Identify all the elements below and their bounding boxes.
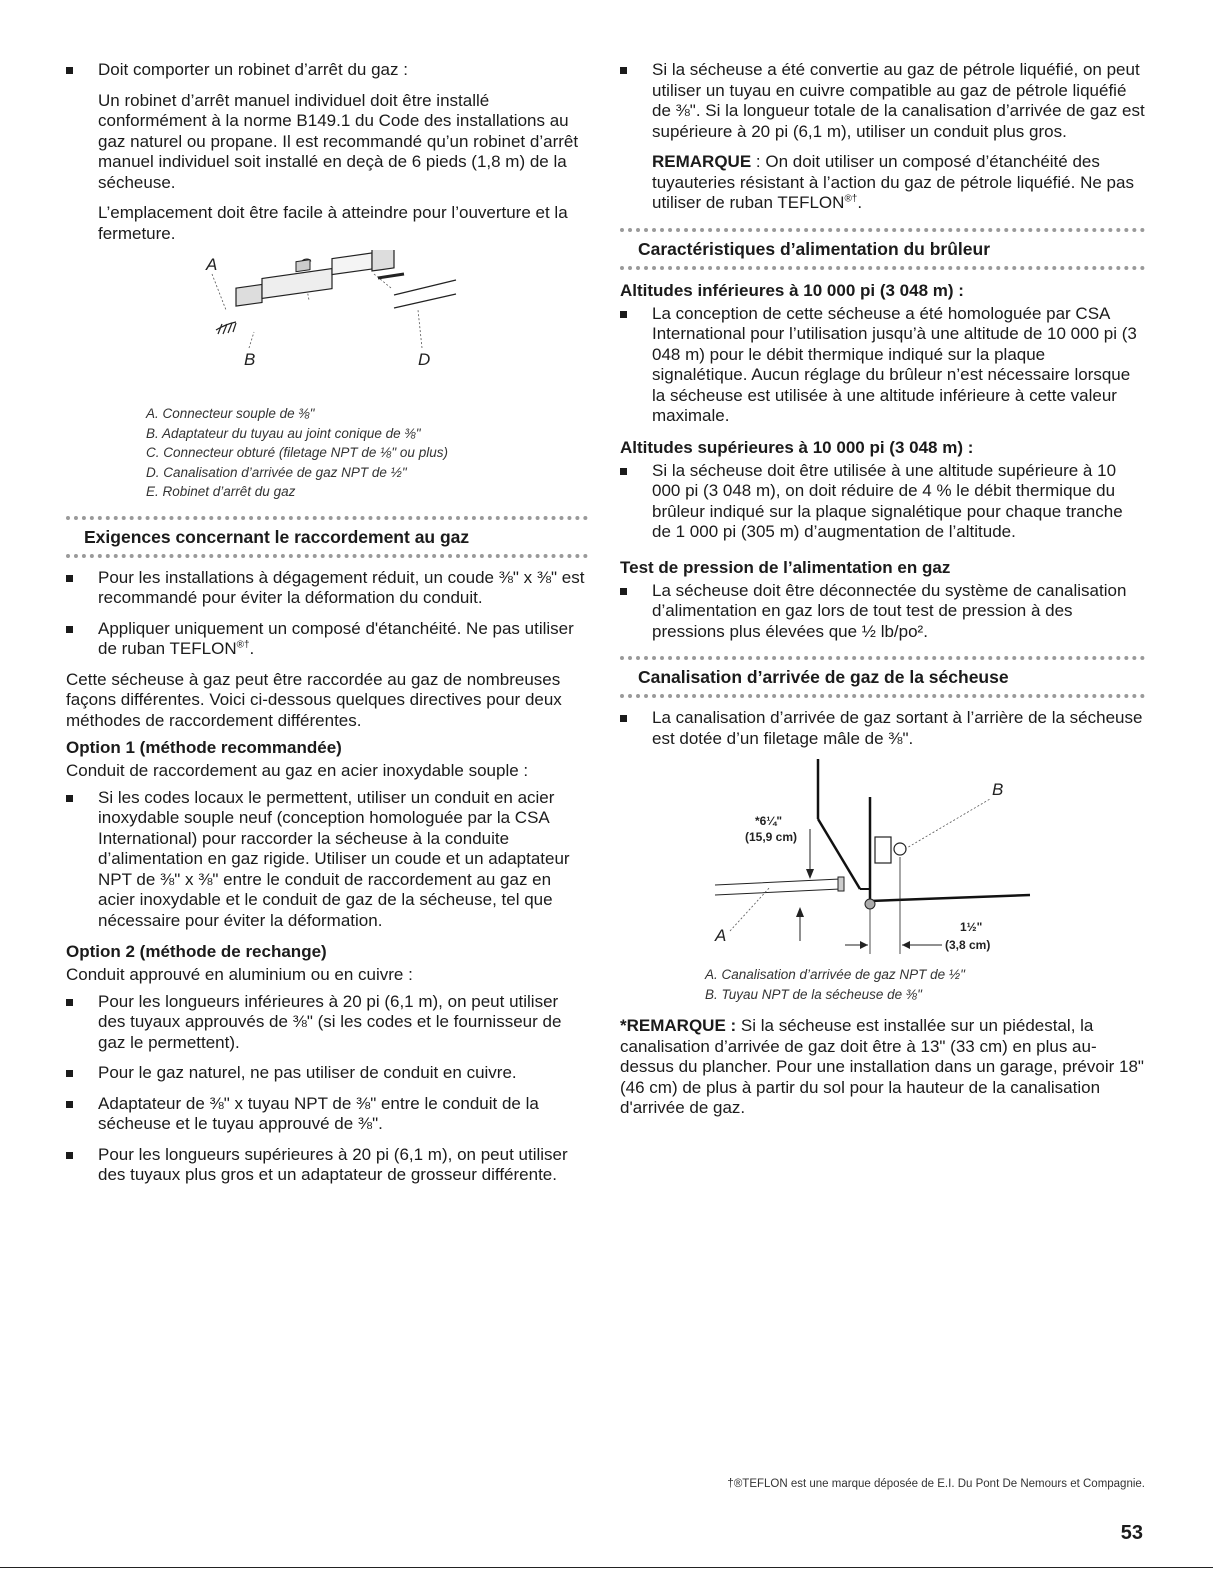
connector-diagram xyxy=(66,250,588,400)
bullet-long-lengths: Pour les longueurs supérieures à 20 pi (6,1 m), on peut utiliser des tuyaux plus gros et un adaptateur de grosseur différente. xyxy=(66,1145,588,1186)
paragraph-valve-requirement: Un robinet d’arrêt manuel individuel doit être installé conformément à la norme B149.1 du Code des installations au gaz naturel ou propane. Il est recommandé qu’un robinet d’arrêt manuel individuel soit installé en deçà de 6 pieds (1,8 m) de la sécheuse. xyxy=(98,90,579,192)
paragraph-stainless-connector: Conduit de raccordement au gaz en acier inoxydable souple : xyxy=(66,761,529,780)
figure-dryer-gas-line xyxy=(620,759,1145,959)
bullet-pressure-test: La sécheuse doit être déconnectée du système de canalisation d’alimentation en gaz lors de tout test de pression à des pressions plus élevées que ½ lb/po². xyxy=(620,581,1145,643)
note-lp-sealant: REMARQUE : On doit utiliser un composé d’étanchéité des tuyauteries résistant à l’action du gaz de pétrole liquéfié. Ne pas utiliser de ruban TEFLON®†. xyxy=(652,152,1134,212)
caption-e: E. Robinet d’arrêt du gaz xyxy=(146,484,296,499)
figure1-captions xyxy=(66,404,588,502)
figure2-captions xyxy=(620,965,1145,1004)
section-heading-burner xyxy=(620,228,1145,270)
dim-top-cm: (15,9 cm) xyxy=(745,830,798,844)
caption-b: B. Adaptateur du tuyau au joint conique de ⅜" xyxy=(146,425,421,441)
page-number: 53 xyxy=(1120,1522,1143,1544)
bullet-lp-conversion: Si la sécheuse a été convertie au gaz de pétrole liquéfié, on peut utiliser un tuyau en cuivre compatible au gaz de pétrole liquéfié de ⅜". Si la longueur totale de la canalisation d’arrivée de gaz est supérieure à 20 pi (6,1 m), utiliser un conduit plus gros. xyxy=(620,60,1145,142)
section-heading-gas-connection xyxy=(66,516,588,558)
caption-b: B. Tuyau NPT de la sécheuse de ⅜" xyxy=(705,986,922,1002)
paragraph-connection-methods: Cette sécheuse à gaz peut être raccordée au gaz de nombreuses façons différentes. Voici ci-dessous quelques directives pour deux méthodes de raccordement différentes. xyxy=(66,669,562,730)
heading-high-altitude: Altitudes supérieures à 10 000 pi (3 048 m) : xyxy=(620,437,974,457)
label-a: A xyxy=(206,255,218,274)
dim-top-inches: *6¼" xyxy=(755,814,783,828)
figure-gas-connector xyxy=(66,250,588,400)
teflon-footnote: †®TEFLON est une marque déposée de E.I. Du Pont De Nemours et Compagnie. xyxy=(727,1478,1145,1490)
label-b: B xyxy=(992,780,1004,799)
bullet-elbow: Pour les installations à dégagement réduit, un coude ⅜" x ⅜" est recommandé pour éviter la déformation du conduit. xyxy=(66,568,588,609)
bullet-short-lengths: Pour les longueurs inférieures à 20 pi (6,1 m), on peut utiliser des tuyaux approuvés de ⅜" (si les codes et le fournisseur de gaz le permettent). xyxy=(66,992,588,1054)
bullet-high-altitude: Si la sécheuse doit être utilisée à une altitude supérieure à 10 000 pi (3 048 m), on doit réduire de 4 % le débit thermique du brûleur indiqué sur la plaque signalétique pour chaque tranche de 1 000 pi (305 m) d’augmentation de l’altitude. xyxy=(620,461,1145,543)
bullet-male-thread: La canalisation d’arrivée de gaz sortant à l’arrière de la sécheuse est dotée d’un filetage mâle de ⅜". xyxy=(620,708,1145,749)
bullet-natural-gas: Pour le gaz naturel, ne pas utiliser de conduit en cuivre. xyxy=(66,1063,588,1084)
section-title: Exigences concernant le raccordement au gaz xyxy=(84,526,470,547)
heading-low-altitude: Altitudes inférieures à 10 000 pi (3 048 m) : xyxy=(620,280,964,300)
bullet-sealant: Appliquer uniquement un composé d'étanchéité. Ne pas utiliser de ruban TEFLON®†. xyxy=(66,619,588,660)
heading-pressure-test: Test de pression de l’alimentation en gaz xyxy=(620,557,951,577)
bullet-shutoff-valve: Doit comporter un robinet d’arrêt du gaz : xyxy=(66,60,588,81)
right-column xyxy=(620,60,1145,1119)
left-column xyxy=(66,60,588,1196)
label-b: B xyxy=(244,350,256,369)
note-pedestal: *REMARQUE : Si la sécheuse est installée sur un piédestal, la canalisation d’arrivée de gaz doit être à 13" (33 cm) en plus au-dessus du plancher. Pour une installation dans un garage, prévoir 18" (46 cm) de plus à partir du sol pour la hauteur de la canalisation d'arrivée de gaz. xyxy=(620,1016,1144,1117)
heading-option-1: Option 1 (méthode recommandée) xyxy=(66,738,342,757)
bullet-stainless-steel: Si les codes locaux le permettent, utiliser un conduit en acier inoxydable souple neuf (conception homologuée par la CSA International) pour raccorder la sécheuse à la conduite d’alimentation en gaz rigide. Utiliser un coude et un adaptateur NPT de ⅜" x ⅜" entre le conduit de raccordement au gaz en acier inoxydable et le conduit de gaz de la sécheuse, tel que nécessaire pour éviter la déformation. xyxy=(66,788,588,932)
bullet-adapter: Adaptateur de ⅜" x tuyau NPT de ⅜" entre le conduit de la sécheuse et le tuyau approuvé de ⅜". xyxy=(66,1094,588,1135)
label-a: A xyxy=(715,926,727,945)
caption-a: A. Connecteur souple de ⅜" xyxy=(146,406,315,421)
dim-bottom-inches: 1½" xyxy=(960,920,983,934)
page-bottom-rule xyxy=(0,1567,1213,1568)
paragraph-valve-location: L’emplacement doit être facile à atteindre pour l’ouverture et la fermeture. xyxy=(98,203,568,243)
section-title: Canalisation d’arrivée de gaz de la sécheuse xyxy=(638,667,1009,687)
caption-c: C. Connecteur obturé (filetage NPT de ⅛" ou plus) xyxy=(146,445,448,460)
label-d: D xyxy=(418,350,431,369)
gas-line-diagram xyxy=(620,759,1145,959)
section-title: Caractéristiques d’alimentation du brûleur xyxy=(638,238,991,259)
dim-bottom-cm: (3,8 cm) xyxy=(945,938,991,952)
paragraph-aluminum-copper: Conduit approuvé en aluminium ou en cuivre : xyxy=(66,965,413,984)
caption-a: A. Canalisation d’arrivée de gaz NPT de ½" xyxy=(705,967,965,982)
section-heading-dryer-gas-line xyxy=(620,656,1145,698)
bullet-low-altitude: La conception de cette sécheuse a été homologuée par CSA International pour l’utilisation jusqu’à une altitude de 10 000 pi (3 048 m) pour le débit thermique indiqué sur la plaque signalétique. Aucun réglage du brûleur n’est nécessaire lorsque la sécheuse est utilisée à une altitude inférieure à cette valeur maximale. xyxy=(620,304,1145,427)
caption-d: D. Canalisation d’arrivée de gaz NPT de ½" xyxy=(146,464,407,480)
heading-option-2: Option 2 (méthode de rechange) xyxy=(66,942,327,961)
